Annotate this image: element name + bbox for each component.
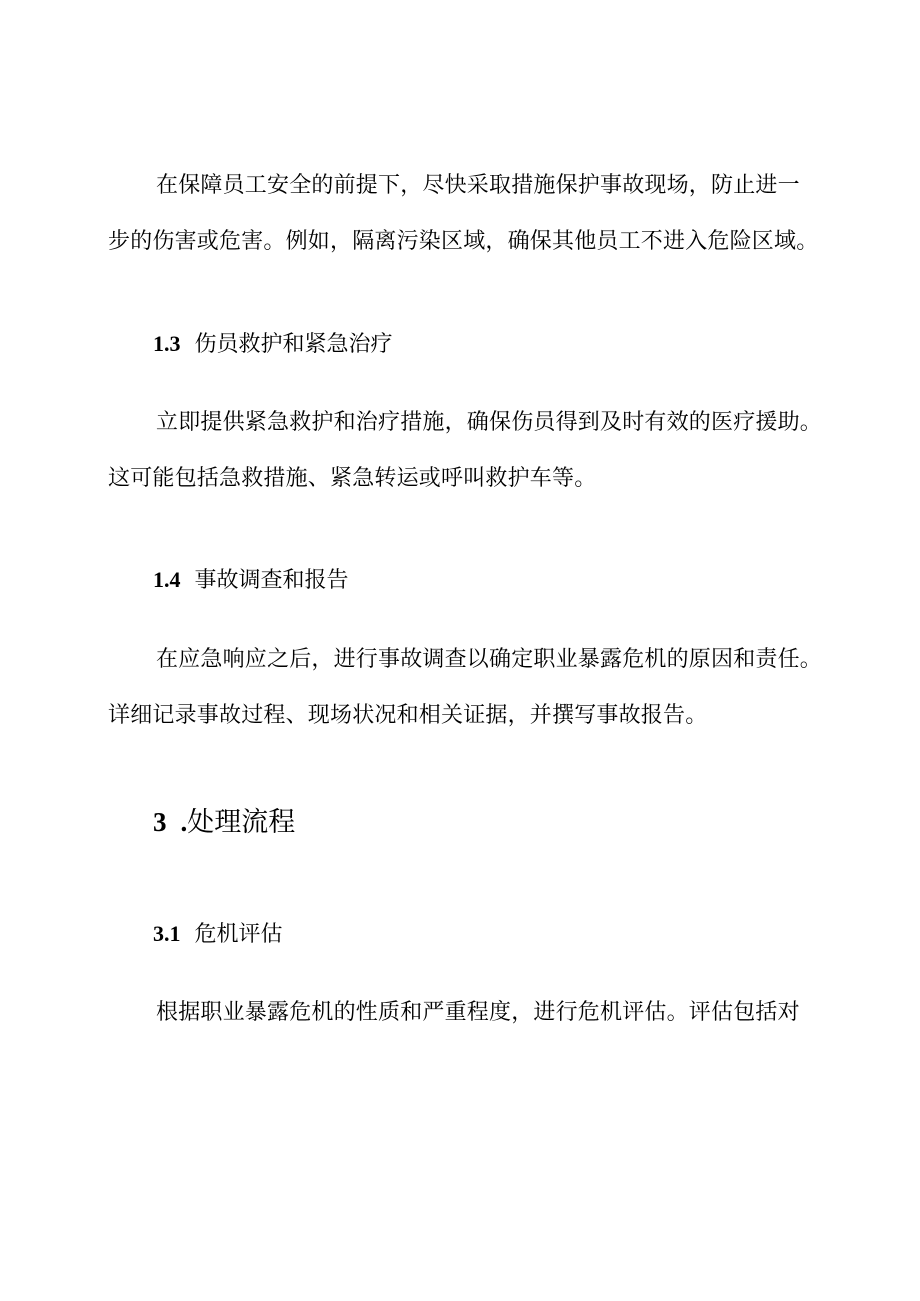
section-title: 伤员救护和紧急治疗: [194, 332, 393, 357]
paragraph-line: 这可能包括急救措施、紧急转运或呼叫救护车等。: [108, 466, 597, 491]
section-title: 危机评估: [194, 922, 283, 947]
paragraph-line: 在应急响应之后，进行事故调查以确定职业暴露危机的原因和责任。: [156, 647, 823, 672]
chapter-dot: .: [180, 807, 188, 837]
paragraph-line: 在保障员工安全的前提下，尽快采取措施保护事故现场，防止进一: [156, 173, 800, 198]
paragraph-first-aid: [108, 395, 853, 507]
section-number: 1.4: [153, 567, 181, 592]
section-heading-1-4: [153, 565, 349, 596]
paragraph-line: 立即提供紧急救护和治疗措施，确保伤员得到及时有效的医疗援助。: [156, 410, 823, 435]
paragraph-scene-protection: [108, 158, 853, 270]
chapter-heading-3: [153, 804, 295, 841]
paragraph-line: 步的伤害或危害。例如，隔离污染区域，确保其他员工不进入危险区域。: [108, 229, 819, 254]
section-number: 3.1: [153, 921, 181, 946]
chapter-title: 处理流程: [187, 807, 296, 838]
paragraph-line: 根据职业暴露危机的性质和严重程度，进行危机评估。评估包括对: [156, 1000, 800, 1025]
section-heading-1-3: [153, 329, 393, 360]
section-number: 1.3: [153, 331, 181, 356]
paragraph-line: 详细记录事故过程、现场状况和相关证据，并撰写事故报告。: [108, 703, 708, 728]
paragraph-crisis-assessment: [108, 985, 853, 1041]
chapter-number: 3: [153, 807, 167, 837]
section-heading-3-1: [153, 919, 283, 950]
paragraph-investigation: [108, 632, 853, 744]
section-title: 事故调查和报告: [194, 568, 349, 593]
